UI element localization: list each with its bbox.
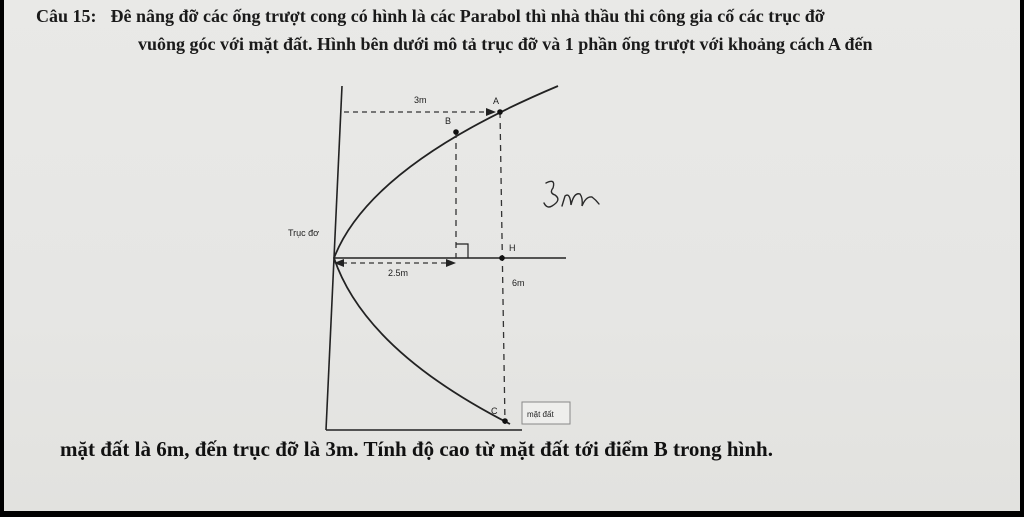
label-2-5m: 2.5m: [388, 268, 409, 278]
problem-number: Câu 15:: [36, 6, 97, 26]
right-angle-mark: [456, 244, 468, 258]
label-b: B: [445, 116, 452, 126]
parabola-curve: [334, 86, 558, 424]
label-6m: 6m: [512, 278, 525, 288]
dashed-a-to-c: [500, 112, 505, 424]
problem-text-1: Đê nâng đỡ các ống trượt cong có hình là các Parabol thì nhà thầu thi công gia cố các trục đỡ: [110, 6, 825, 26]
point-h: [499, 255, 505, 261]
label-a: A: [493, 96, 500, 106]
handwritten-3m-annotation: [544, 181, 599, 207]
label-support-axis: Trục đơ: [288, 228, 320, 238]
point-b: [453, 129, 459, 135]
label-h: H: [509, 243, 516, 253]
problem-line-3: mặt đất là 6m, đến trục đỡ là 3m. Tính độ cao từ mặt đất tới điểm B trong hình.: [60, 437, 773, 461]
problem-line-2: vuông góc với mặt đất. Hình bên dưới mô tả trục đỡ và 1 phần ống trượt với khoảng cách A đến: [138, 34, 873, 54]
label-3m: 3m: [414, 95, 427, 105]
point-a: [497, 109, 503, 115]
label-ground: mặt đất: [527, 410, 554, 419]
arrow-2-5m-right: [446, 259, 456, 267]
label-c: C: [491, 406, 498, 416]
point-c: [502, 418, 508, 424]
